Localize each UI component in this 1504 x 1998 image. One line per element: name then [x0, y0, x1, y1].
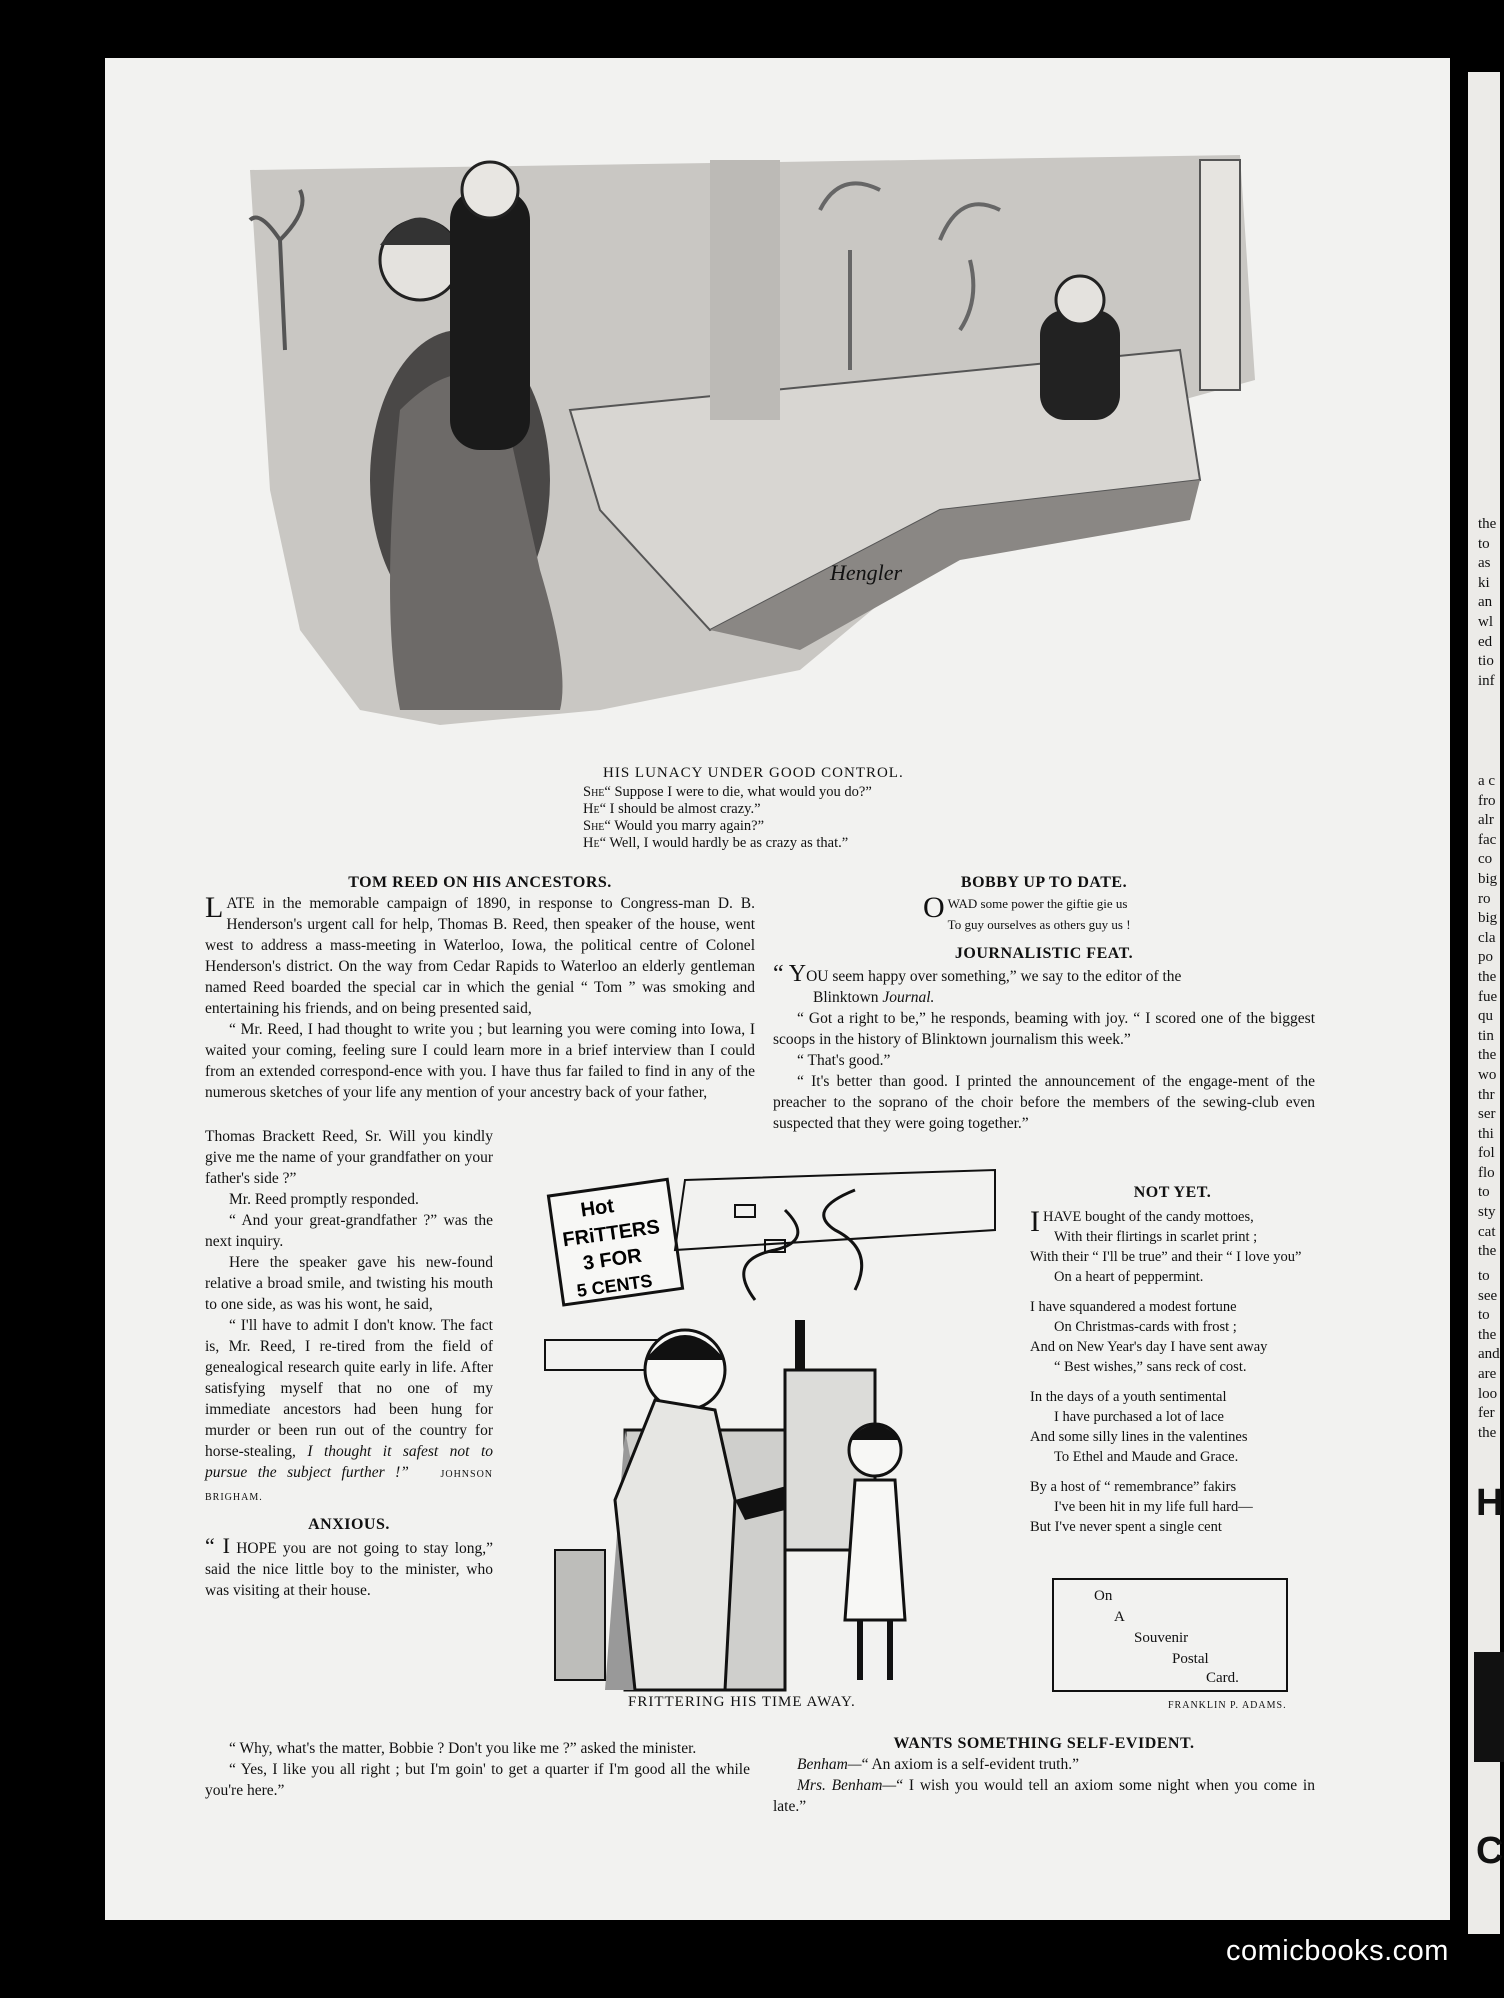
verse-line: With their flirtings in scarlet print ;	[1054, 1229, 1258, 1245]
speaker-label: Benham—	[797, 1756, 862, 1773]
verse-line	[923, 891, 1315, 924]
verse-line: I've been hit in my life full hard—	[1054, 1499, 1253, 1515]
drop-cap: I	[1030, 1205, 1040, 1238]
verse-line: To Ethel and Maude and Grace.	[1054, 1449, 1239, 1465]
fragment: to	[1478, 1268, 1490, 1284]
caption-title: HIS LUNACY UNDER GOOD CONTROL.	[603, 765, 904, 781]
fragment: cat	[1478, 1223, 1496, 1240]
fragment: fol	[1478, 1145, 1495, 1162]
verse-line: I have purchased a lot of lace	[1054, 1409, 1224, 1425]
text-fragment-top	[1478, 515, 1496, 691]
verse-line: By a host of “ remembrance” fakirs	[1030, 1479, 1237, 1495]
cartoon-caption: FRITTERING HIS TIME AWAY.	[628, 1694, 856, 1710]
fragment: big	[1478, 870, 1498, 887]
author-byline: FRANKLIN P. ADAMS.	[1168, 1700, 1287, 1711]
article-heading: TOM REED ON HIS ANCESTORS.	[348, 874, 612, 891]
postal-card-line: A	[1114, 1609, 1125, 1625]
fragment: fer	[1478, 1405, 1495, 1422]
verse-text: WAD some power the giftie gie us	[947, 896, 1128, 911]
verse-line: On Christmas-cards with frost ;	[1054, 1319, 1237, 1335]
paragraph-text: Blinktown	[813, 989, 879, 1006]
sign-line: 5 CENTS	[575, 1270, 654, 1301]
fragment: ed	[1478, 633, 1493, 650]
fragment: flo	[1478, 1164, 1495, 1181]
lead-quote: “ I	[205, 1533, 230, 1558]
anxious-continued	[205, 1738, 750, 1801]
wants-something-article	[773, 1733, 1315, 1817]
article-paragraph	[205, 1535, 493, 1601]
article-paragraph: Mr. Reed promptly responded.	[229, 1191, 419, 1208]
verse-line: On a heart of peppermint.	[1054, 1269, 1204, 1285]
verse-line: And some silly lines in the valentines	[1030, 1429, 1248, 1445]
poem-stanza	[1030, 1387, 1315, 1467]
paragraph-text: “ I'll have to admit I don't know. The fact is, Mr. Reed, I re-tired from the field of genealogical research quite early in life. After satisfying myself that no one of my immediate ancestors had been hung for murder or been run out of the country for horse-stealing,	[205, 1317, 493, 1460]
sign-line: 3 FOR	[581, 1244, 644, 1275]
sign-line: Hot	[579, 1195, 616, 1222]
fragment: a c	[1478, 773, 1496, 789]
fragment: cla	[1478, 929, 1496, 946]
fragment: po	[1478, 949, 1493, 966]
article-paragraph: “ Yes, I like you all right ; but I'm goin' to get a quarter if I'm good all the while you're here.”	[205, 1761, 750, 1799]
verse-line: With their “ I'll be true” and their “ I love you”	[1030, 1249, 1302, 1265]
postal-card-line: Postal	[1172, 1651, 1209, 1667]
verse-line: But I've never spent a single cent	[1030, 1519, 1222, 1535]
poem-stanza	[1030, 1477, 1315, 1537]
paragraph-text: HOPE you are not going to stay long,” said the nice little boy to the minister, who was visiting at their house.	[205, 1540, 494, 1599]
text-fragment-middle	[1478, 772, 1497, 1262]
fragment: wl	[1478, 613, 1493, 630]
fragment: qu	[1478, 1008, 1493, 1025]
italic-text: I thought it safest not to pursue the subject further !”	[205, 1443, 494, 1481]
article-heading: BOBBY UP TO DATE.	[960, 874, 1128, 891]
italic-text: Journal.	[882, 989, 935, 1006]
poem-stanza	[1030, 1207, 1315, 1287]
paragraph-text: “ I wish you would tell an axiom some night when you come in late.”	[773, 1777, 1315, 1815]
tom-reed-article	[205, 872, 755, 1103]
fragment: thr	[1478, 1086, 1495, 1103]
bobby-verse	[773, 893, 1315, 935]
fragment: ro	[1478, 890, 1491, 907]
verse-line: I have squandered a modest fortune	[1030, 1299, 1237, 1315]
fragment: see	[1478, 1287, 1498, 1304]
fragment: are	[1478, 1365, 1497, 1382]
speaker-label: He	[583, 835, 600, 851]
dialogue-text: “ Would you marry again?”	[604, 818, 765, 834]
restaurant-cartoon-illustration	[240, 150, 1260, 750]
drop-cap: O	[923, 891, 945, 924]
fragment: big	[1478, 910, 1498, 927]
speaker-label: She	[583, 818, 605, 834]
watermark: comicbooks.com	[1226, 1935, 1449, 1967]
paragraph-text: ATE in the memorable campaign of 1890, in response to Congress-man D. B. Henderson's urgent call for help, Thomas B. Reed, then speaker of the house, went west to address a mass-meeting in Waterloo, Iowa, the political centre of Colonel Henderson's district. On the way from Cedar Rapids to Waterloo an elderly gentleman named Reed boarded the special car in which the genial “ Tom ” was smoking and entertaining his friends, and on being presented said,	[205, 895, 755, 1017]
dialogue-text: “ Suppose I were to die, what would you do?”	[604, 784, 872, 800]
fragment: fro	[1478, 792, 1496, 809]
postal-card-line: On	[1094, 1588, 1113, 1604]
postal-card-line: Souvenir	[1134, 1630, 1189, 1646]
fragment: inf	[1478, 672, 1495, 689]
dialogue-text: “ I should be almost crazy.”	[599, 801, 761, 817]
fragment: to	[1478, 535, 1490, 552]
sign-line: FRiTTERS	[561, 1215, 662, 1252]
drop-cap: L	[205, 891, 224, 924]
adjacent-page-strip	[1468, 72, 1504, 1934]
author-byline: JOHNSON BRIGHAM.	[205, 1469, 494, 1503]
fragment: loo	[1478, 1385, 1498, 1402]
fragment: the	[1478, 1047, 1497, 1064]
dialogue-line	[583, 835, 1023, 852]
verse-line: To guy ourselves as others guy us !	[947, 917, 1131, 932]
fragment: to	[1478, 1307, 1490, 1324]
poem-stanza	[1030, 1297, 1315, 1377]
article-paragraph	[773, 1754, 1315, 1775]
speaker-label: Mrs. Benham—	[797, 1777, 897, 1794]
fragment: to	[1478, 1184, 1490, 1201]
fragment: fac	[1478, 831, 1497, 848]
article-paragraph: “ Why, what's the matter, Bobbie ? Don't you like me ?” asked the minister.	[229, 1740, 697, 1757]
fragment: sty	[1478, 1204, 1496, 1221]
speaker-label: He	[583, 801, 600, 817]
cartoon-caption	[583, 765, 1023, 852]
paragraph-text: OU seem happy over something,” we say to the editor of the	[806, 968, 1182, 985]
article-paragraph	[773, 961, 1315, 1008]
fragment: tio	[1478, 653, 1494, 670]
verse-line: And on New Year's day I have sent away	[1030, 1339, 1268, 1355]
fragment: the	[1478, 516, 1497, 532]
article-paragraph	[773, 1775, 1315, 1817]
article-heading: JOURNALISTIC FEAT.	[954, 945, 1134, 962]
dialogue-line	[583, 801, 1023, 818]
souvenir-postal-card	[1052, 1578, 1288, 1692]
fragment: the	[1478, 1326, 1497, 1343]
article-paragraph: “ And your great-grandfather ?” was the next inquiry.	[205, 1212, 493, 1250]
dialogue-text: “ Well, I would hardly be as crazy as that.”	[599, 835, 849, 851]
not-yet-poem	[1030, 1183, 1315, 1547]
black-block	[1474, 1652, 1504, 1762]
fragment: fue	[1478, 988, 1498, 1005]
fragment: tin	[1478, 1027, 1494, 1044]
fragment: ki	[1478, 574, 1490, 591]
dialogue-line	[583, 784, 1023, 801]
article-paragraph: “ It's better than good. I printed the announcement of the engage-ment of the preacher to the soprano of the choir before the members of the sewing-club even suspected that they were going together.”	[773, 1073, 1315, 1132]
fragment: the	[1478, 968, 1497, 985]
paragraph-text: “ An axiom is a self-evident truth.”	[861, 1756, 1079, 1773]
fragment: the	[1478, 1243, 1497, 1260]
article-paragraph: Thomas Brackett Reed, Sr. Will you kindly give me the name of your grandfather on your father's side ?”	[205, 1128, 493, 1187]
article-heading: ANXIOUS.	[308, 1516, 390, 1533]
big-letter-h: H	[1476, 1482, 1504, 1524]
article-paragraph: “ Got a right to be,” he responds, beaming with joy. “ I scored one of the biggest scoops in the history of Blinktown journalism this week.”	[773, 1010, 1315, 1048]
fragment: alr	[1478, 812, 1494, 829]
fragment: the	[1478, 1424, 1497, 1441]
article-paragraph: “ Mr. Reed, I had thought to write you ; but learning you were coming into Iowa, I waited your coming, feeling sure I could learn more in a brief interview than I could from an extended correspond-ence with you. I have thus far failed to find in any of the numerous sketches of your life any mention of your ancestry back of your father,	[205, 1021, 755, 1101]
speaker-label: She	[583, 784, 605, 800]
article-paragraph: “ That's good.”	[797, 1052, 891, 1069]
big-letter-c: C	[1476, 1830, 1504, 1872]
verse-text: HAVE bought of the candy mottoes,	[1043, 1209, 1254, 1225]
article-paragraph: Here the speaker gave his new-found relative a broad smile, and twisting his mouth to one side, as was his wont, he said,	[205, 1254, 493, 1313]
lead-quote: “ Y	[773, 961, 807, 987]
fritter-stand-cartoon-illustration	[525, 1170, 995, 1705]
fragment: wo	[1478, 1066, 1497, 1083]
tom-reed-article-continued	[205, 1126, 493, 1601]
fragment: thi	[1478, 1125, 1494, 1142]
article-heading: WANTS SOMETHING SELF-EVIDENT.	[893, 1735, 1195, 1752]
verse-line: “ Best wishes,” sans reck of cost.	[1054, 1359, 1247, 1375]
fragment: as	[1478, 555, 1491, 572]
article-paragraph	[205, 893, 755, 1019]
fragment: an	[1478, 594, 1493, 611]
right-column-articles	[773, 872, 1315, 1134]
verse-line: In the days of a youth sentimental	[1030, 1389, 1227, 1405]
fragment: co	[1478, 851, 1493, 868]
fragment: ser	[1478, 1106, 1496, 1123]
artist-signature: Hengler	[830, 560, 903, 585]
text-fragment-lower	[1478, 1267, 1500, 1443]
article-heading: NOT YET.	[1133, 1184, 1212, 1201]
fragment: and	[1478, 1346, 1500, 1363]
article-paragraph	[205, 1315, 493, 1508]
postal-card-line: Card.	[1206, 1670, 1239, 1686]
dialogue-line	[583, 818, 1023, 835]
